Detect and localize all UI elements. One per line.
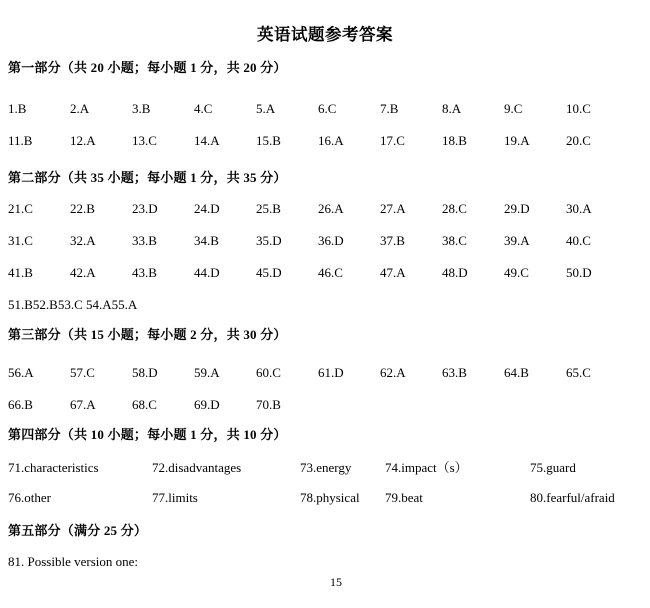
answer-cell: 28.C — [442, 201, 467, 216]
section-header-part-2: 第二部分（共 35 小题；每小题 1 分，共 35 分） — [8, 170, 287, 185]
answer-cell: 6.C — [318, 101, 337, 116]
answer-cell: 11.B — [8, 133, 33, 148]
writing-prompt-line: 81. Possible version one: — [8, 554, 138, 569]
word-answer-cell: 74.impact（s） — [385, 460, 468, 475]
answer-row — [8, 131, 644, 151]
answer-row — [8, 263, 644, 283]
answer-cell: 43.B — [132, 265, 157, 280]
answer-row — [8, 395, 644, 415]
answer-cell: 2.A — [70, 101, 90, 116]
answer-row — [8, 363, 644, 383]
answer-cell: 48.D — [442, 265, 468, 280]
word-answer-row — [0, 457, 650, 478]
answer-cell: 46.C — [318, 265, 343, 280]
answer-cell: 5.A — [256, 101, 276, 116]
answer-cell: 19.A — [504, 133, 530, 148]
page-number: 15 — [330, 575, 342, 589]
answer-cell: 15.B — [256, 133, 281, 148]
answer-cell: 3.B — [132, 101, 151, 116]
answer-cell: 40.C — [566, 233, 591, 248]
answer-cell: 22.B — [70, 201, 95, 216]
answer-cell: 67.A — [70, 397, 96, 412]
answer-cell: 26.A — [318, 201, 344, 216]
answer-cell: 70.B — [256, 397, 281, 412]
answer-cell: 64.B — [504, 365, 529, 380]
answer-cell: 57.C — [70, 365, 95, 380]
answer-cell: 62.A — [380, 365, 406, 380]
answer-cell: 65.C — [566, 365, 591, 380]
answer-cell: 23.D — [132, 201, 158, 216]
answer-cell: 59.A — [194, 365, 220, 380]
answer-row — [8, 231, 644, 251]
answer-runon-line: 51.B52.B53.C 54.A55.A — [8, 297, 138, 312]
section-header-part-4: 第四部分（共 10 小题；每小题 1 分，共 10 分） — [8, 427, 287, 442]
answer-cell: 56.A — [8, 365, 34, 380]
section-header-part-1: 第一部分（共 20 小题；每小题 1 分，共 20 分） — [8, 60, 287, 75]
answer-cell: 39.A — [504, 233, 530, 248]
answer-cell: 8.A — [442, 101, 462, 116]
section-header-part-3: 第三部分（共 15 小题；每小题 2 分，共 30 分） — [8, 327, 287, 342]
answer-row — [8, 199, 644, 219]
answer-cell: 18.B — [442, 133, 467, 148]
answer-cell: 33.B — [132, 233, 157, 248]
answer-cell: 16.A — [318, 133, 344, 148]
page-title: 英语试题参考答案 — [257, 25, 393, 44]
answer-cell: 47.A — [380, 265, 406, 280]
answer-cell: 38.C — [442, 233, 467, 248]
answer-cell: 61.D — [318, 365, 344, 380]
answer-cell: 32.A — [70, 233, 96, 248]
answer-cell: 21.C — [8, 201, 33, 216]
answer-cell: 49.C — [504, 265, 529, 280]
answer-cell: 13.C — [132, 133, 157, 148]
answer-cell: 68.C — [132, 397, 157, 412]
answer-cell: 24.D — [194, 201, 220, 216]
answer-cell: 36.D — [318, 233, 344, 248]
word-answer-cell: 78.physical — [300, 490, 360, 505]
answer-cell: 12.A — [70, 133, 96, 148]
answer-cell: 44.D — [194, 265, 220, 280]
answer-cell: 1.B — [8, 101, 27, 116]
answer-cell: 63.B — [442, 365, 467, 380]
answer-cell: 7.B — [380, 101, 399, 116]
answer-cell: 17.C — [380, 133, 405, 148]
answer-cell: 41.B — [8, 265, 33, 280]
answer-row — [8, 99, 644, 119]
word-answer-row — [0, 487, 650, 508]
answer-cell: 29.D — [504, 201, 530, 216]
answer-cell: 4.C — [194, 101, 213, 116]
word-answer-cell: 72.disadvantages — [152, 460, 242, 475]
word-answer-cell: 73.energy — [300, 460, 352, 475]
answer-cell: 30.A — [566, 201, 592, 216]
answer-cell: 45.D — [256, 265, 282, 280]
word-answer-cell: 77.limits — [152, 490, 198, 505]
answer-cell: 37.B — [380, 233, 405, 248]
answer-cell: 14.A — [194, 133, 220, 148]
word-answer-cell: 71.characteristics — [8, 460, 99, 475]
word-answer-cell: 75.guard — [530, 460, 576, 475]
word-answer-cell: 80.fearful/afraid — [530, 490, 615, 505]
answer-cell: 66.B — [8, 397, 33, 412]
answer-cell: 34.B — [194, 233, 219, 248]
answer-cell: 10.C — [566, 101, 591, 116]
answer-cell: 20.C — [566, 133, 591, 148]
answer-cell: 31.C — [8, 233, 33, 248]
answer-cell: 35.D — [256, 233, 282, 248]
answer-cell: 9.C — [504, 101, 523, 116]
answer-cell: 58.D — [132, 365, 158, 380]
section-header-part-5: 第五部分（满分 25 分） — [8, 523, 148, 538]
answer-cell: 69.D — [194, 397, 220, 412]
answer-cell: 25.B — [256, 201, 281, 216]
answer-cell: 50.D — [566, 265, 592, 280]
word-answer-cell: 79.beat — [385, 490, 423, 505]
answer-cell: 27.A — [380, 201, 406, 216]
word-answer-cell: 76.other — [8, 490, 51, 505]
answer-cell: 60.C — [256, 365, 281, 380]
answer-cell: 42.A — [70, 265, 96, 280]
